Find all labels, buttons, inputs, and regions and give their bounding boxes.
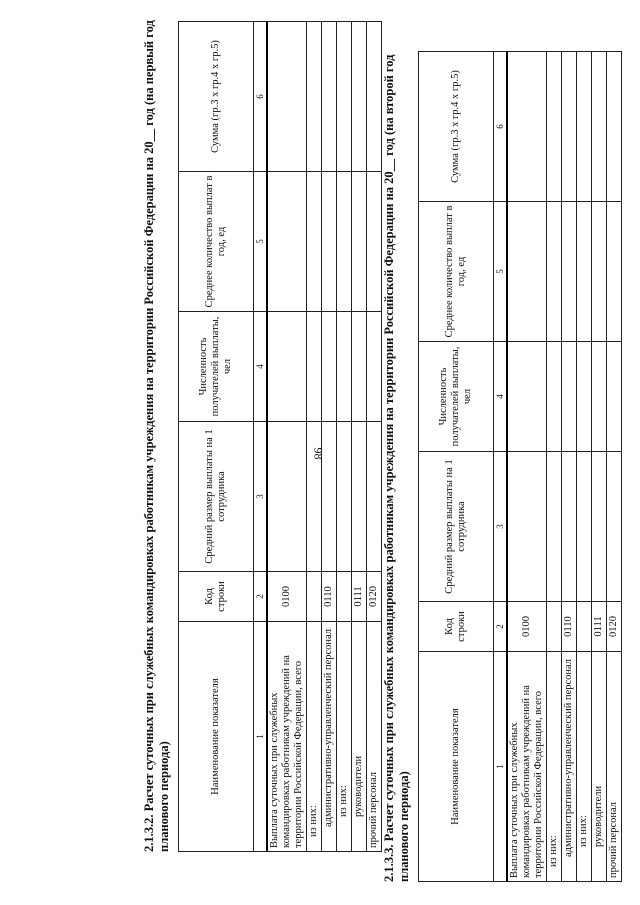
value-cell[interactable] [322,312,337,422]
row-code: 0110 [322,572,337,622]
calculation-table [178,21,382,852]
row-code: 0120 [607,602,622,652]
calculation-table [418,51,622,882]
row-code: 0120 [367,572,382,622]
column-header-payments-per-year: Среднее количество выплат в год, ед [179,172,254,312]
row-code: 0111 [592,602,607,652]
value-cell[interactable] [592,52,607,202]
value-cell[interactable] [352,172,367,312]
value-cell[interactable] [322,22,337,172]
column-number-row [254,22,268,852]
column-number: 5 [494,202,508,342]
row-name: Выплата суточных при служебных командировках работникам учреждений на территории Российской Федерации, всего [507,652,547,882]
value-cell[interactable] [507,52,547,202]
column-number: 4 [254,312,268,422]
table-row [607,52,622,882]
column-header-payments-per-year: Среднее количество выплат в год, ед [419,202,494,342]
column-number: 1 [494,652,508,882]
value-cell[interactable] [337,22,352,172]
row-code [577,602,592,652]
table-row [547,52,562,882]
column-number-row [494,52,508,882]
row-name: прочий персонал [607,652,622,882]
value-cell[interactable] [267,172,307,312]
value-cell[interactable] [577,452,592,602]
row-name: прочий персонал [367,622,382,852]
section-heading: 2.1.3.3. Расчет суточных при служебных командировках работникам учреждения на территории Российской Федерации на 20__ год (на второй год планового периода) [382,54,411,882]
table-row [592,52,607,882]
table-header-row [419,52,494,882]
table-row [352,22,367,852]
value-cell[interactable] [562,342,577,452]
value-cell[interactable] [547,202,562,342]
row-name: Выплата суточных при служебных командировках работникам учреждений на территории Российской Федерации, всего [267,622,307,852]
value-cell[interactable] [547,52,562,202]
value-cell[interactable] [562,452,577,602]
value-cell[interactable] [547,342,562,452]
value-cell[interactable] [592,202,607,342]
row-code [547,602,562,652]
value-cell[interactable] [267,312,307,422]
table-row [337,22,352,852]
value-cell[interactable] [337,172,352,312]
value-cell[interactable] [577,52,592,202]
value-cell[interactable] [607,452,622,602]
row-name: из них: [577,652,592,882]
value-cell[interactable] [562,52,577,202]
column-header-sum: Сумма (гр.3 х гр.4 х гр.5) [419,52,494,202]
column-number: 2 [254,572,268,622]
row-name: руководители [352,622,367,852]
column-header-sum: Сумма (гр.3 х гр.4 х гр.5) [179,22,254,172]
table-row [562,52,577,882]
table-header-row [179,22,254,852]
value-cell[interactable] [507,202,547,342]
value-cell[interactable] [352,312,367,422]
value-cell[interactable] [307,422,322,572]
value-cell[interactable] [352,422,367,572]
column-header-avg-payment: Средний размер выплаты на 1 сотрудника [179,422,254,572]
value-cell[interactable] [562,202,577,342]
value-cell[interactable] [307,172,322,312]
column-number: 6 [254,22,268,172]
section-2-1-3-2 [142,0,382,852]
value-cell[interactable] [307,22,322,172]
row-code: 0110 [562,602,577,652]
section-2-1-3-3 [382,22,622,882]
value-cell[interactable] [337,312,352,422]
column-number: 1 [254,622,268,852]
value-cell[interactable] [337,422,352,572]
row-name: из них: [547,652,562,882]
column-number: 5 [254,172,268,312]
value-cell[interactable] [367,172,382,312]
column-number: 4 [494,342,508,452]
row-code: 0111 [352,572,367,622]
row-code: 0100 [267,572,307,622]
value-cell[interactable] [367,422,382,572]
row-code: 0100 [507,602,547,652]
row-name: административно-управленческий персонал [322,622,337,852]
value-cell[interactable] [367,22,382,172]
row-code [307,572,322,622]
value-cell[interactable] [592,452,607,602]
table-row [322,22,337,852]
value-cell[interactable] [507,452,547,602]
section-heading: 2.1.3.2. Расчет суточных при служебных командировках работникам учреждения на территории Российской Федерации на 20__ год (на первый год планового периода) [142,20,171,852]
column-header-code: Код строки [179,572,254,622]
value-cell[interactable] [577,202,592,342]
value-cell[interactable] [267,422,307,572]
value-cell[interactable] [547,452,562,602]
value-cell[interactable] [507,342,547,452]
value-cell[interactable] [592,342,607,452]
value-cell[interactable] [267,22,307,172]
column-header-avg-payment: Средний размер выплаты на 1 сотрудника [419,452,494,602]
table-row [577,52,592,882]
row-name: из них: [337,622,352,852]
row-code [337,572,352,622]
column-header-name: Наименование показателя [419,652,494,882]
column-header-name: Наименование показателя [179,622,254,852]
value-cell[interactable] [322,422,337,572]
row-name: из них: [307,622,322,852]
table-row [267,22,307,852]
table-row [507,52,547,882]
value-cell[interactable] [577,342,592,452]
value-cell[interactable] [367,312,382,422]
column-number: 6 [494,52,508,202]
value-cell[interactable] [607,202,622,342]
value-cell[interactable] [322,172,337,312]
column-number: 3 [254,422,268,572]
column-number: 2 [494,602,508,652]
value-cell[interactable] [352,22,367,172]
row-name: руководители [592,652,607,882]
table-row [367,22,382,852]
page-number: 98 [311,447,326,460]
column-number: 3 [494,452,508,602]
value-cell[interactable] [607,342,622,452]
table-row [307,22,322,852]
column-header-recipients: Численность получателей выплаты, чел [419,342,494,452]
value-cell[interactable] [607,52,622,202]
column-header-recipients: Численность получателей выплаты, чел [179,312,254,422]
row-name: административно-управленческий персонал [562,652,577,882]
value-cell[interactable] [307,312,322,422]
column-header-code: Код строки [419,602,494,652]
